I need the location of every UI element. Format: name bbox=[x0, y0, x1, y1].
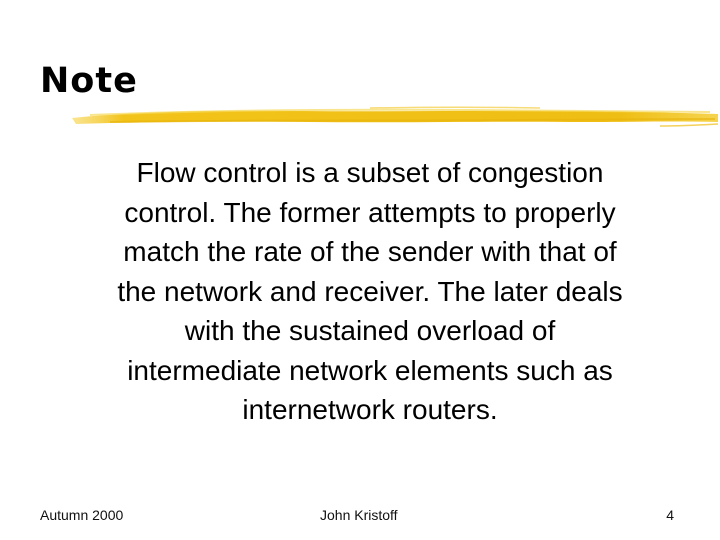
slide-body-text: Flow control is a subset of congestion control. The former attempts to properly match the rate of the sender with that of the network and receiver. The later deals with the sustained overload of intermediate network elements such as internetwork routers. bbox=[117, 157, 623, 425]
title-underline-brushstroke bbox=[70, 100, 720, 134]
slide-title: Note bbox=[40, 61, 138, 101]
footer-page-number: 4 bbox=[666, 507, 674, 523]
footer-date: Autumn 2000 bbox=[40, 507, 124, 523]
footer-author: John Kristoff bbox=[320, 507, 398, 523]
